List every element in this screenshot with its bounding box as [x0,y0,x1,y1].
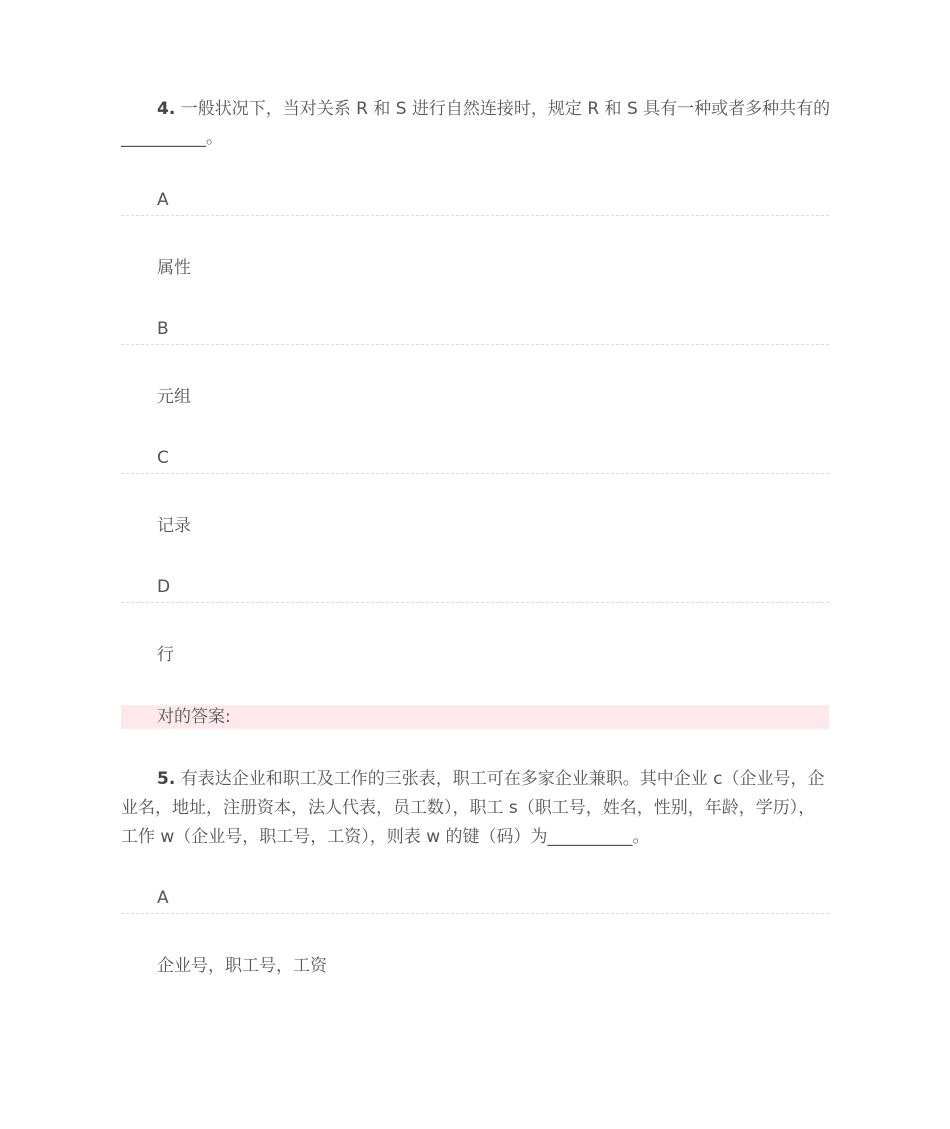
question-number: 5. [157,769,176,789]
option-a-text: 企业号，职工号，工资 [157,956,327,976]
option-b-header [121,314,829,345]
question-5 [121,765,831,852]
question-4 [121,95,831,153]
question-text: 有表达企业和职工及工作的三张表，职工可在多家企业兼职。其中企业 c（企业号，企业名，地址，注册资本，法人代表，员工数），职工 s（职工号，姓名，性别，年龄，学历），工作 w（企业号，职工号，工资），则表 w 的键（码）为__________。 [121,769,825,847]
option-letter: A [157,888,169,908]
option-letter: D [157,577,171,597]
option-a-header [121,185,829,216]
option-letter: A [157,190,169,210]
option-a-text: 属性 [157,258,191,278]
option-letter: C [157,448,169,468]
answer-label: 对的答案: [157,707,231,727]
option-b-text: 元组 [157,387,191,407]
option-d-text: 行 [157,645,174,665]
option-letter: B [157,319,169,339]
question-text: 一般状况下，当对关系 R 和 S 进行自然连接时，规定 R 和 S 具有一种或者多种共有的__________。 [121,99,831,148]
option-c-text: 记录 [157,516,191,536]
option-a-header [121,883,829,914]
option-d-header [121,572,829,603]
question-number: 4. [157,99,176,119]
answer-bar [121,705,829,729]
option-c-header [121,443,829,474]
